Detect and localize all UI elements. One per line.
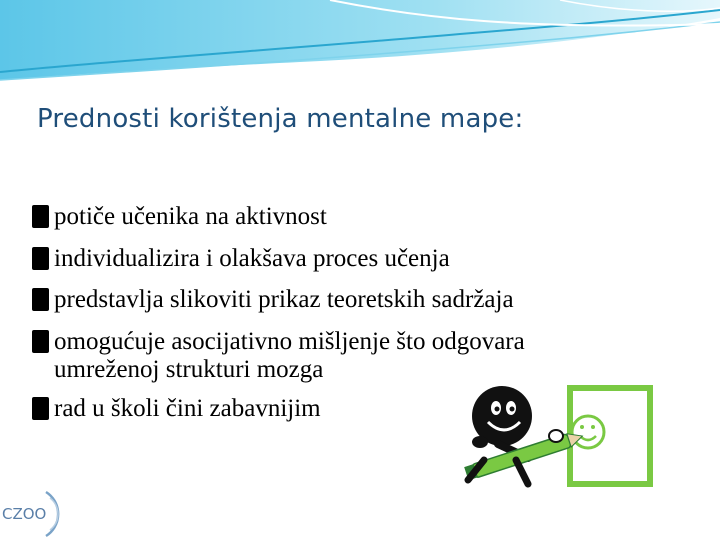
bullet-text: potiče učenika na aktivnost — [54, 203, 327, 230]
slide-title: Prednosti korištenja mentalne mape: — [37, 104, 524, 134]
square-bullet-icon — [32, 330, 49, 353]
square-bullet-icon — [32, 397, 49, 420]
smiley-figure-drawing-icon — [458, 380, 658, 490]
bullet-text: umreženoj strukturi mozga — [54, 356, 324, 383]
bullet-item — [32, 238, 525, 280]
bullet-text: predstavlja slikoviti prikaz teoretskih sadržaja — [54, 286, 514, 313]
bullet-text: individualizira i olakšava proces učenja — [54, 244, 450, 272]
bullet-list — [32, 196, 525, 430]
square-bullet-icon — [32, 205, 49, 228]
bullet-item — [32, 279, 525, 321]
square-bullet-icon — [32, 288, 49, 311]
czoo-logo — [0, 486, 64, 540]
bullet-item — [32, 388, 525, 430]
bullet-item-continuation — [32, 356, 525, 388]
header-wave-decoration — [0, 0, 720, 90]
bullet-item — [32, 196, 525, 238]
square-bullet-icon — [32, 247, 49, 270]
bullet-text: omogućuje asocijativno mišljenje što odgovara — [54, 327, 525, 355]
logo-text: CZOO — [2, 505, 47, 523]
bullet-text: rad u školi čini zabavnijim — [54, 395, 321, 422]
